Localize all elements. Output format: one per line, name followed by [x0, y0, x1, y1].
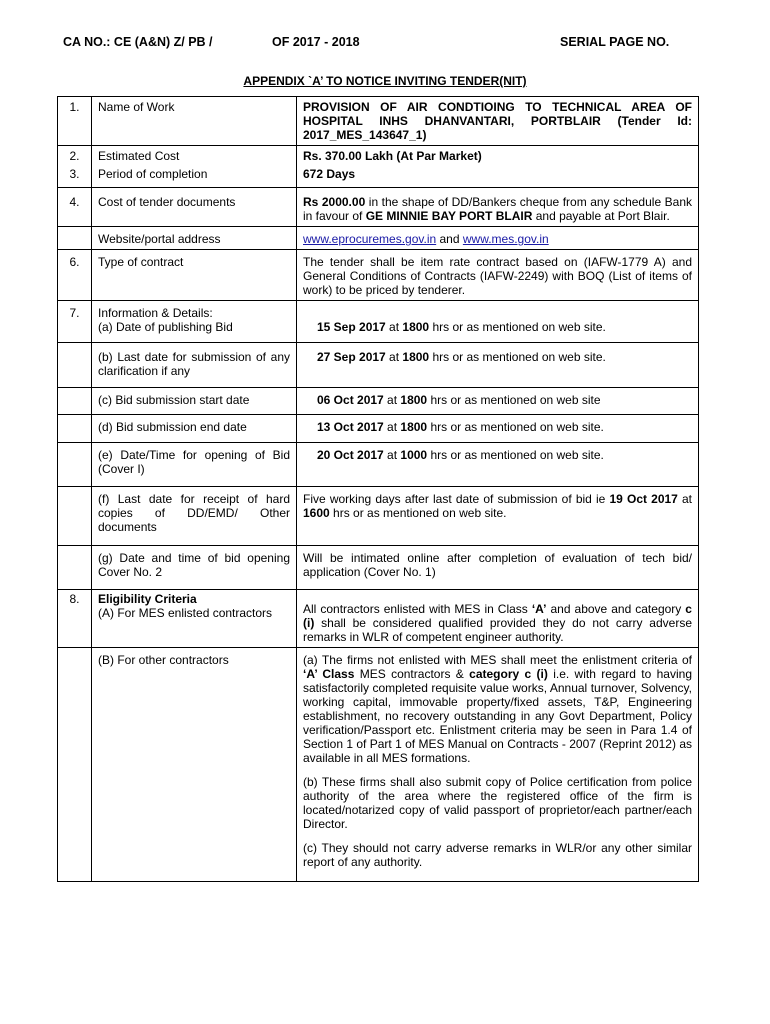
date-e: 20 Oct 2017 — [317, 448, 384, 462]
row-number — [58, 443, 92, 487]
row-number: 7. — [58, 301, 92, 343]
eprocure-link[interactable]: www.eprocuremes.gov.in — [303, 232, 437, 246]
at-text: at — [677, 492, 693, 506]
row-label: Cost of tender documents — [92, 188, 297, 227]
mes-link[interactable]: www.mes.gov.in — [462, 232, 549, 246]
elig-b-text: i.e. with regard to having satisfactorily completed requisite value works, Annual turnover, Solvency, working capital, immovable property/fixed assets, T&P, Engineering establishment, no recovery outstanding in any Govt Department, Policy verification/Passport etc. Enlistment criteria may be seen in Para 1.4 of Section 1 of Part 1 of MES Manual on Contracts - 2007 (Reprint 2012) as available in all MES formations. — [303, 667, 692, 765]
row-label: (B) For other contractors — [92, 648, 297, 882]
row-label: (c) Bid submission start date — [92, 388, 297, 415]
row-value — [297, 487, 699, 546]
row-label: Name of Work — [92, 97, 297, 146]
row-estimated-cost — [58, 146, 699, 165]
at-text: at — [385, 320, 403, 334]
row-value — [297, 343, 699, 388]
row-contract-type — [58, 250, 699, 301]
time-b: 1800 — [402, 350, 430, 364]
nit-table — [57, 96, 699, 882]
row-number — [58, 487, 92, 546]
eligibility-label-a: (A) For MES enlisted contractors — [98, 606, 273, 620]
row-value: 672 Days — [297, 164, 699, 188]
row-value: PROVISION OF AIR CONDTIOING TO TECHNICAL AREA OF HOSPITAL INHS DHANVANTARI, PORTBLAIR (Tender Id: 2017_MES_143647_1) — [297, 97, 699, 146]
row-info-f — [58, 487, 699, 546]
row-eligibility-b — [58, 648, 699, 882]
row-number — [58, 415, 92, 443]
at-text: at — [383, 420, 401, 434]
elig-a-text: and above and category — [546, 602, 686, 616]
row-label: Estimated Cost — [92, 146, 297, 165]
row-label: Website/portal address — [92, 227, 297, 250]
tender-fee-text: in the shape of DD/Bankers cheque from any schedule Bank in favour of — [303, 195, 692, 223]
elig-b-text: MES contractors & — [354, 667, 470, 681]
date-f: 19 Oct 2017 — [609, 492, 678, 506]
elig-b-category: category c (i) — [469, 667, 548, 681]
row-label — [92, 590, 297, 648]
row-info-d — [58, 415, 699, 443]
row-label: Period of completion — [92, 164, 297, 188]
eligibility-heading: Eligibility Criteria — [98, 592, 197, 606]
row-value: The tender shall be item rate contract based on (IAFW-1779 A) and General Conditions of Contracts (IAFW-2249) with BOQ (List of items of work) to be priced by tenderer. — [297, 250, 699, 301]
elig-a-category: c (i) — [303, 602, 692, 630]
row-eligibility-a — [58, 590, 699, 648]
time-d: 1800 — [400, 420, 428, 434]
elig-b-text: (a) The firms not enlisted with MES shall meet the enlistment criteria of — [303, 653, 692, 667]
row-number: 8. — [58, 590, 92, 648]
rest-text: hrs or as mentioned on web site. — [427, 448, 604, 462]
rest-text: hrs or as mentioned on web site — [427, 393, 601, 407]
row-value — [297, 648, 699, 882]
row-number: 6. — [58, 250, 92, 301]
row-value — [297, 415, 699, 443]
time-c: 1800 — [400, 393, 428, 407]
elig-a-text: All contractors enlisted with MES in Class — [303, 602, 532, 616]
time-f: 1600 — [303, 506, 330, 520]
row-number: 4. — [58, 188, 92, 227]
info-heading: Information & Details: — [98, 306, 213, 320]
row-label: Type of contract — [92, 250, 297, 301]
row-number — [58, 343, 92, 388]
row-label: (d) Bid submission end date — [92, 415, 297, 443]
row-name-of-work — [58, 97, 699, 146]
row-label: (b) Last date for submission of any clarification if any — [92, 343, 297, 388]
info-label-a: (a) Date of publishing Bid — [98, 320, 233, 334]
row-value — [297, 188, 699, 227]
row-number — [58, 546, 92, 590]
row-label: (g) Date and time of bid opening Cover No. 2 — [92, 546, 297, 590]
row-value — [297, 590, 699, 648]
time-e: 1000 — [400, 448, 428, 462]
payee-name: GE MINNIE BAY PORT BLAIR — [365, 209, 533, 223]
row-info-c — [58, 388, 699, 415]
tender-fee-amount: Rs 2000.00 — [303, 195, 366, 209]
row-value: Rs. 370.00 Lakh (At Par Market) — [297, 146, 699, 165]
rest-text: hrs or as mentioned on web site. — [429, 350, 606, 364]
row-tender-cost — [58, 188, 699, 227]
at-text: at — [385, 350, 403, 364]
row-label: (e) Date/Time for opening of Bid (Cover I) — [92, 443, 297, 487]
row-info-a — [58, 301, 699, 343]
elig-b-para-b: (b) These firms shall also submit copy of Police certification from police authority of the area where the registered office of the firm is located/notarized copy of valid passport of proprietor/each partner/each Director. — [303, 775, 692, 831]
link-separator: and — [436, 232, 463, 246]
row-value — [297, 388, 699, 415]
date-b: 27 Sep 2017 — [317, 350, 386, 364]
row-label — [92, 301, 297, 343]
row-value — [297, 301, 699, 343]
row-number — [58, 388, 92, 415]
row-website — [58, 227, 699, 250]
header-serial-page: SERIAL PAGE NO. — [560, 35, 670, 49]
elig-a-text: shall be considered qualified provided they do not carry adverse remarks in WLR of competent engineer authority. — [303, 616, 692, 644]
rest-text: hrs or as mentioned on web site. — [429, 320, 606, 334]
elig-b-para-c: (c) They should not carry adverse remarks in WLR/or any other similar report of any authority. — [303, 841, 692, 869]
date-d: 13 Oct 2017 — [317, 420, 384, 434]
row-number: 3. — [58, 164, 92, 188]
row-value — [297, 443, 699, 487]
row-value — [297, 227, 699, 250]
row-number — [58, 648, 92, 882]
row-info-b — [58, 343, 699, 388]
header-year: OF 2017 - 2018 — [272, 35, 360, 49]
row-number — [58, 227, 92, 250]
time-a: 1800 — [402, 320, 430, 334]
row-number: 2. — [58, 146, 92, 165]
elig-b-class: ‘A’ Class — [303, 667, 355, 681]
rest-text: hrs or as mentioned on web site. — [427, 420, 604, 434]
date-c: 06 Oct 2017 — [317, 393, 384, 407]
row-info-g — [58, 546, 699, 590]
row-value: Will be intimated online after completion of evaluation of tech bid/ application (Cover No. 1) — [297, 546, 699, 590]
tender-fee-text: and payable at Port Blair. — [532, 209, 670, 223]
header-ca-no: CA NO.: CE (A&N) Z/ PB / — [63, 35, 213, 49]
at-text: at — [383, 393, 401, 407]
row-period — [58, 164, 699, 188]
row-number: 1. — [58, 97, 92, 146]
elig-a-class: ‘A’ — [531, 602, 547, 616]
appendix-title: APPENDIX `A’ TO NOTICE INVITING TENDER(NIT) — [243, 74, 527, 88]
info-f-text: Five working days after last date of submission of bid ie — [303, 492, 610, 506]
rest-text: hrs or as mentioned on web site. — [329, 506, 507, 520]
row-label: (f) Last date for receipt of hard copies of DD/EMD/ Other documents — [92, 487, 297, 546]
row-info-e — [58, 443, 699, 487]
at-text: at — [383, 448, 401, 462]
elig-b-para-a — [303, 653, 692, 765]
date-a: 15 Sep 2017 — [317, 320, 386, 334]
